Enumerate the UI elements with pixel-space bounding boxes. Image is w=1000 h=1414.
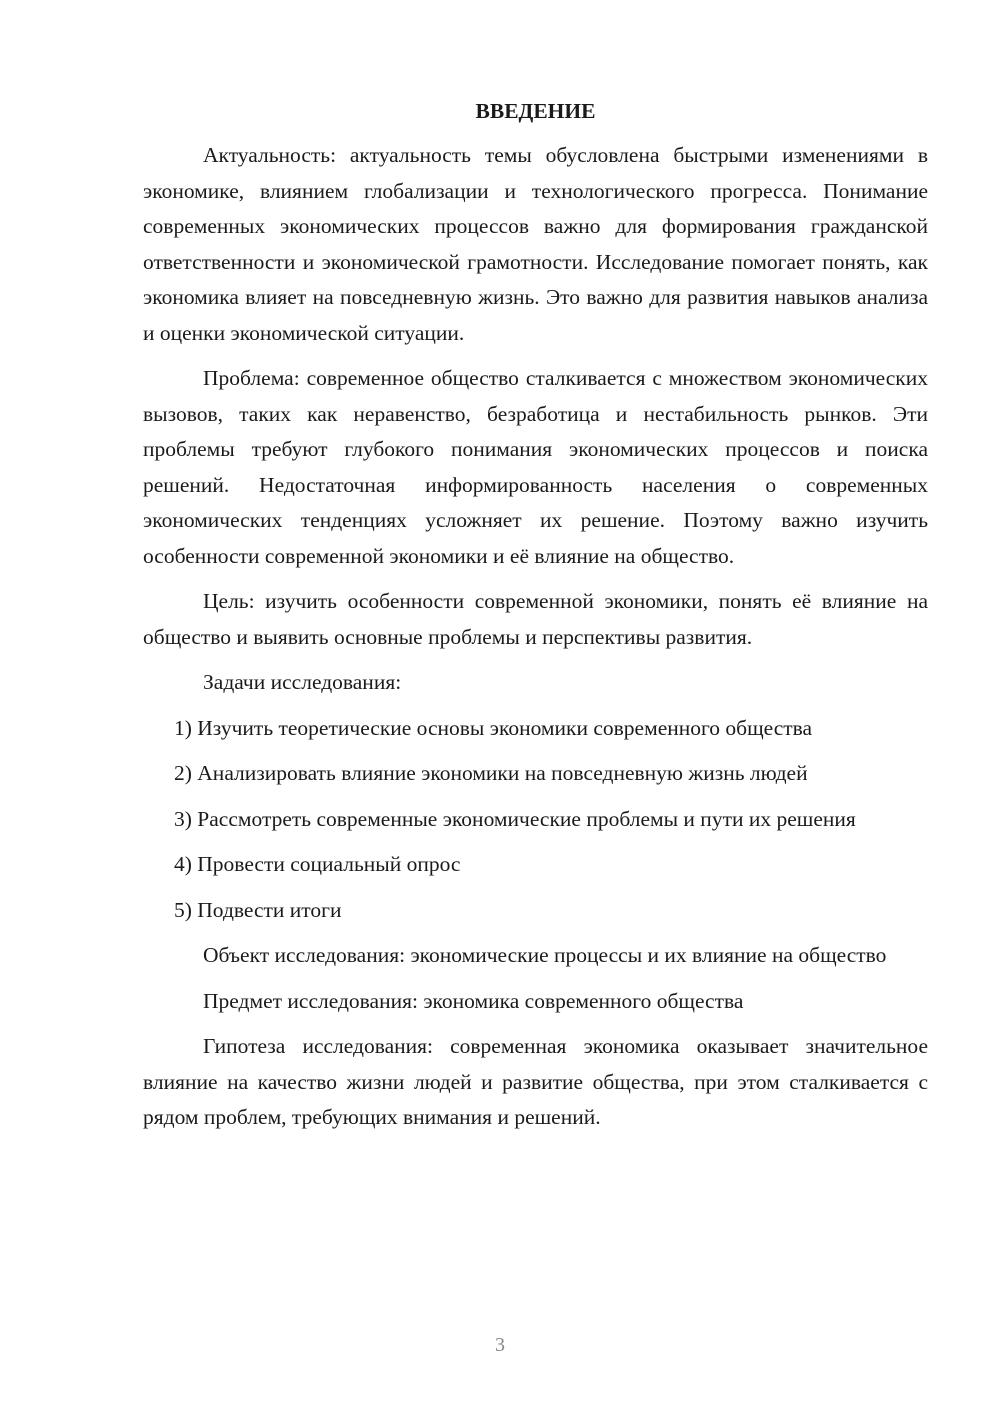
tasks-heading: Задачи исследования: (203, 670, 402, 694)
goal-paragraph: Цель: изучить особенности современной экономики, понять её влияние на общество и выявить основные проблемы и перспективы развития. (143, 589, 928, 649)
object-paragraph: Объект исследования: экономические процессы и их влияние на общество (203, 943, 887, 967)
task-item: 3) Рассмотреть современные экономические проблемы и пути их решения (174, 806, 856, 831)
task-item: 2) Анализировать влияние экономики на повседневную жизнь людей (174, 761, 808, 785)
hypothesis-paragraph: Гипотеза исследования: современная экономика оказывает значительное влияние на качество жизни людей и развитие общества, при этом сталкивается с рядом проблем, требующих внимания и решений. (143, 1034, 928, 1129)
relevance-paragraph: Актуальность: актуальность темы обусловлена быстрыми изменениями в экономике, влиянием глобализации и технологического прогресса. Понимание современных экономических процессов важно для формирования гражданской ответственности и экономической грамотности. Исследование помогает понять, как экономика влияет на повседневную жизнь. Это важно для развития навыков анализа и оценки экономической ситуации. (143, 143, 928, 345)
task-item: 4) Провести социальный опрос (174, 852, 461, 876)
section-title: ВВЕДЕНИЕ (475, 99, 596, 123)
document-page (143, 96, 928, 1146)
page-number: 3 (495, 1334, 505, 1356)
task-item: 5) Подвести итоги (174, 897, 342, 922)
task-item: 1) Изучить теоретические основы экономики современного общества (174, 715, 813, 740)
problem-paragraph: Проблема: современное общество сталкивается с множеством экономических вызовов, таких как неравенство, безработица и нестабильность рынков. Эти проблемы требуют глубокого понимания экономических процессов и поиска решений. Недостаточная информированность населения о современных экономических тенденциях усложняет их решение. Поэтому важно изучить особенности современной экономики и её влияние на общество. (143, 366, 928, 568)
subject-paragraph: Предмет исследования: экономика современного общества (203, 988, 744, 1013)
